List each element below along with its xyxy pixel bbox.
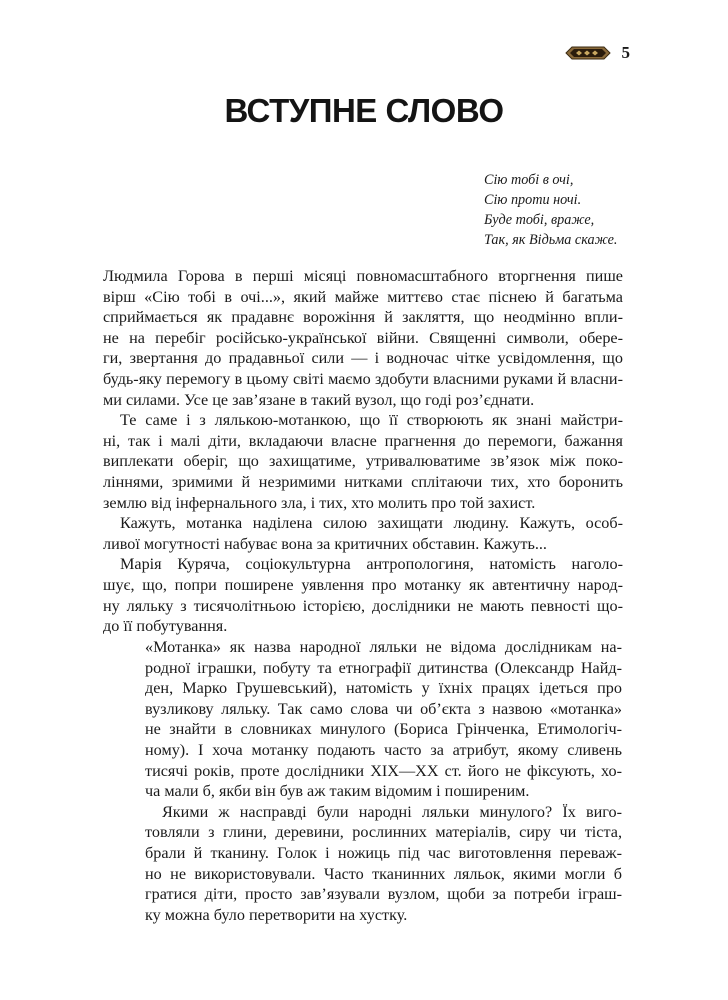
body-line: до її побутування. <box>103 617 228 636</box>
quote-line: брали й тканину. Голок і ножиць під час виготовлення переваж- <box>145 843 622 862</box>
quote-line: вузликову ляльку. Так само слова чи об’єкта з назвою «мотанка» <box>145 699 622 718</box>
body-line: Людмила Горова в перші місяці повномасштабного вторгнення пише <box>103 267 623 285</box>
page-header <box>564 44 631 61</box>
body-line: Марія Куряча, соціокультурна антропологиня, натомість наголо- <box>120 555 623 574</box>
epigraph-line: Сію проти ночі. <box>484 192 582 208</box>
epigraph-line: Буде тобі, враже, <box>484 212 595 228</box>
body-line: ліннями, зримими й незримими нитками сплітаючи тих, хто боронить <box>103 472 623 491</box>
body-line: шує, що, попри поширене уявлення про мотанку як автентичну народ- <box>103 575 623 594</box>
epigraph-line: Так, як Відьма скаже. <box>484 232 618 248</box>
quote-line: не знайти в словниках минулого (Бориса Грінченка, Етимологіч- <box>145 720 622 739</box>
quote-line: гратися діти, просто зав’язували вузлом, щоби за потреби іграш- <box>145 885 622 904</box>
quote-line: но не використовували. Часто тканинних ляльок, якими могли б <box>145 864 622 883</box>
body-line: сприймається як прадавнє ворожіння й закляття, що неодмінно впли- <box>103 308 623 327</box>
quote-line: ному). І хоча мотанку подають часто за атрибут, якому сливень <box>145 740 622 759</box>
block-quote <box>145 637 622 925</box>
quote-line: ча мали б, якби він був аж таким відомим і поширеним. <box>145 782 530 801</box>
body-line: ги, звертання до прадавньої сили — і водночас чітке усвідомлення, що <box>103 349 623 368</box>
body-line: Кажуть, мотанка наділена силою захищати людину. Кажуть, особ- <box>120 514 623 533</box>
quote-line: ку можна було перетворити на хустку. <box>145 905 408 924</box>
body-line: не на перебіг російсько-української війни. Священні символи, обере- <box>103 328 623 347</box>
epigraph <box>484 170 617 250</box>
quote-line: тисячі років, проте дослідники XIX—XX ст. його не фіксують, хо- <box>145 761 622 780</box>
page-number: 5 <box>621 43 630 62</box>
body-line: ми силами. Усе це зав’язане в такий вузол, що годі роз’єднати. <box>103 390 535 409</box>
body-line: ну ляльку з тисячолітньою історією, дослідники не мають певності що- <box>103 596 623 615</box>
body-line: виплекати оберіг, що захищатиме, утривалюватиме зв’язок між поко- <box>103 452 623 471</box>
body-line: будь-яку перемогу в цьому світі маємо здобути власними руками й власни- <box>103 369 623 388</box>
body-line: Те саме і з лялькою-мотанкою, що її створюють як знані майстри- <box>120 411 623 430</box>
body-line: вірш «Сію тобі в очі...», який майже миттєво стає піснею й багатьма <box>103 287 623 306</box>
quote-line: «Мотанка» як назва народної ляльки не відома дослідникам на- <box>145 638 622 656</box>
body-text <box>103 266 623 637</box>
epigraph-line: Сію тобі в очі, <box>484 172 574 188</box>
quote-line: Якими ж насправді були народні ляльки минулого? Їх виго- <box>162 802 622 821</box>
quote-line: родної іграшки, побуту та етнографії дитинства (Олександр Найд- <box>145 658 622 677</box>
body-line: ливої могутності набуває вона за критичних обставин. Кажуть... <box>103 534 547 553</box>
body-line: землю від інфернального зла, і тих, хто молить про той захист. <box>103 493 536 512</box>
chapter-title: ВСТУПНЕ СЛОВО <box>224 92 504 129</box>
quote-line: ден, Марко Грушевський), натомість у їхніх працях ідеться про <box>145 679 622 698</box>
ornament-icon <box>564 46 612 60</box>
quote-line: товляли з глини, деревини, рослинних матеріалів, сиру чи тіста, <box>145 823 622 842</box>
body-line: ні, так і малі діти, вкладаючи власне прагнення до перемоги, бажання <box>103 431 623 450</box>
